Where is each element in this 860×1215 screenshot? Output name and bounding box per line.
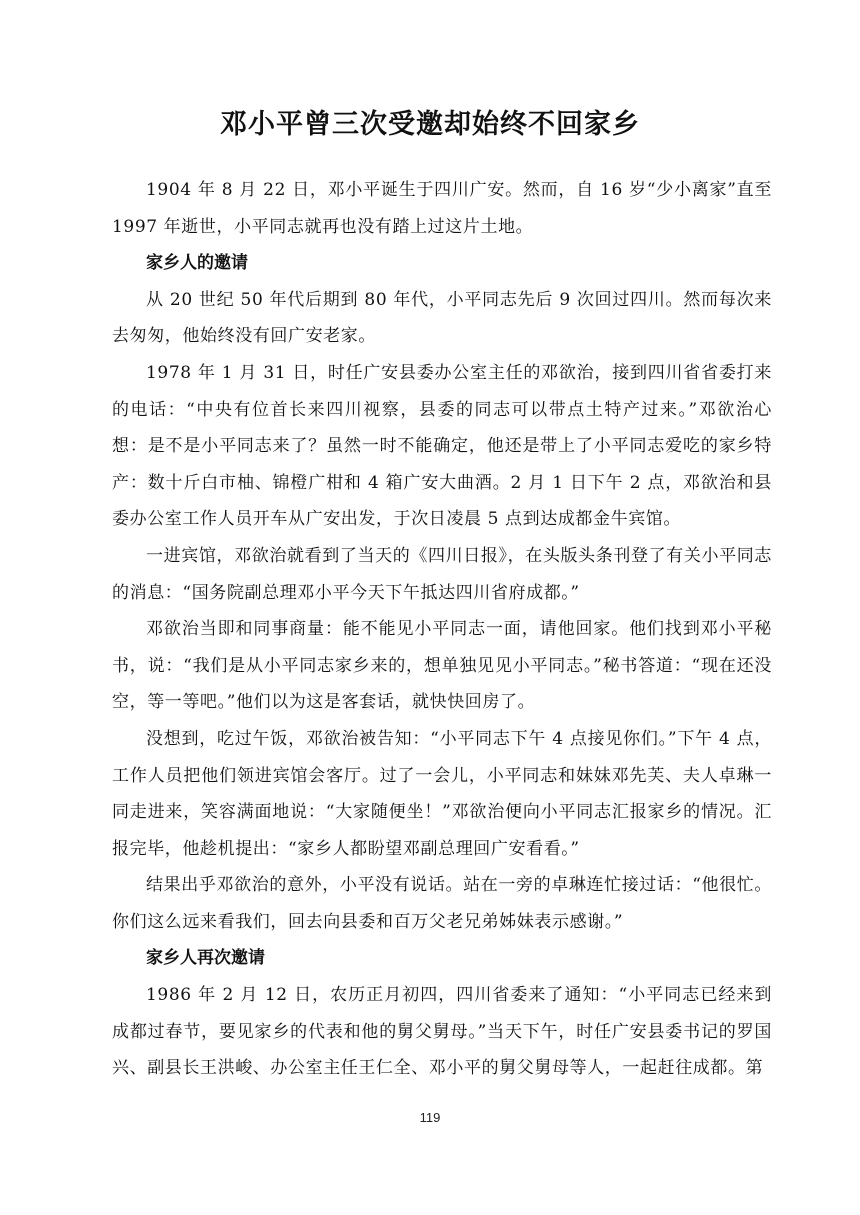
document-body [112,172,772,1087]
paragraph: 1978 年 1 月 31 日，时任广安县委办公室主任的邓欲治，接到四川省省委打来的电话：“中央有位首长来四川视察，县委的同志可以带点土特产过来。”邓欲治心想：是不是小平同志来了？虽然一时不能确定，他还是带上了小平同志爱吃的家乡特产：数十斤白市柚、锦橙广柑和 4 箱广安大曲酒。2 月 1 日下午 2 点，邓欲治和县委办公室工作人员开车从广安出发，于次日凌晨 5 点到达成都金牛宾馆。 [112,362,772,530]
section-heading-invitation: 家乡人的邀请 [146,253,248,274]
paragraph: 1986 年 2 月 12 日，农历正月初四，四川省委来了通知：“小平同志已经来到成都过春节，要见家乡的代表和他的舅父舅母。”当天下午，时任广安县委书记的罗国兴、副县长王洪峻、办公室主任王仁全、邓小平的舅父舅母等人，一起赶往成都。第 [112,985,772,1079]
paragraph: 结果出乎邓欲治的意外，小平没有说话。站在一旁的卓琳连忙接过话：“他很忙。你们这么远来看我们，回去向县委和百万父老兄弟姊妹表示感谢。” [112,875,772,932]
section-heading-second-invitation: 家乡人再次邀请 [146,948,265,969]
page-number: 119 [419,1110,441,1125]
paragraph: 没想到，吃过午饭，邓欲治被告知：“小平同志下午 4 点接见你们。”下午 4 点，工作人员把他们领进宾馆会客厅。过了一会儿，小平同志和妹妹邓先芙、夫人卓琳一同走进来，笑容满面地说：“大家随便坐！”邓欲治便向小平同志汇报家乡的情况。汇报完毕，他趁机提出：“家乡人都盼望邓副总理回广安看看。” [112,728,772,859]
paragraph: 从 20 世纪 50 年代后期到 80 年代，小平同志先后 9 次回过四川。然而每次来去匆匆，他始终没有回广安老家。 [112,289,772,347]
paragraph-intro: 1904 年 8 月 22 日，邓小平诞生于四川广安。然而，自 16 岁“少小离家”直至 1997 年逝世，小平同志就再也没有踏上过这片土地。 [112,180,772,237]
paragraph: 邓欲治当即和同事商量：能不能见小平同志一面，请他回家。他们找到邓小平秘书，说：“我们是从小平同志家乡来的，想单独见见小平同志。”秘书答道：“现在还没空，等一等吧。”他们以为这是客套话，就快快回房了。 [112,619,772,713]
page-title: 邓小平曾三次受邀却始终不回家乡 [220,109,640,140]
paragraph: 一进宾馆，邓欲治就看到了当天的《四川日报》，在头版头条刊登了有关小平同志的消息：“国务院副总理邓小平今天下午抵达四川省府成都。” [112,545,772,603]
